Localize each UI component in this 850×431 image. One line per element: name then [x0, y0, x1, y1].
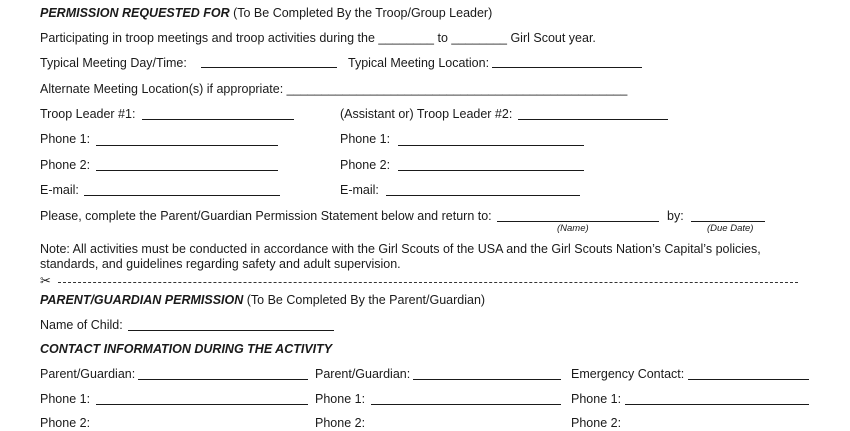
leader2-phone1-label: Phone 1:: [340, 132, 391, 146]
leader1-phone1-field[interactable]: [96, 145, 278, 146]
participating-text: Participating in troop meetings and troop activities during the ________ to ________ Girl Scout year.: [40, 31, 596, 45]
parent1-phone1-field[interactable]: [96, 404, 308, 405]
section-title-parent: [40, 293, 485, 308]
emergency-phone1-field[interactable]: [625, 404, 809, 405]
leader2-phone2-label: Phone 2:: [340, 158, 391, 172]
emergency-phone2-label: Phone 2:: [571, 416, 622, 430]
parent2-phone2-label: Phone 2:: [315, 416, 366, 430]
leader2-field[interactable]: [518, 119, 668, 120]
emergency-label: Emergency Contact:: [571, 367, 685, 381]
scissors-icon: ✂: [40, 273, 51, 288]
emergency-phone1-label: Phone 1:: [571, 392, 622, 406]
parent1-field[interactable]: [138, 379, 308, 380]
leader2-label: (Assistant or) Troop Leader #2:: [340, 107, 513, 121]
meeting-location-field[interactable]: [492, 67, 642, 68]
note-line-2: standards, and guidelines regarding safety and adult supervision.: [40, 257, 401, 271]
leader2-email-field[interactable]: [386, 195, 580, 196]
leader2-phone2-field[interactable]: [398, 170, 584, 171]
leader1-label: Troop Leader #1:: [40, 107, 136, 121]
child-name-field[interactable]: [128, 330, 334, 331]
section-title-bold: PERMISSION REQUESTED FOR: [40, 6, 230, 20]
leader1-email-label: E-mail:: [40, 183, 79, 197]
leader1-phone2-field[interactable]: [96, 170, 278, 171]
due-date-caption: (Due Date): [707, 223, 754, 234]
parent2-phone1-label: Phone 1:: [315, 392, 366, 406]
meeting-day-field[interactable]: [201, 67, 337, 68]
section-title-permission: [40, 6, 492, 21]
emergency-field[interactable]: [688, 379, 809, 380]
section2-title-rest: (To Be Completed By the Parent/Guardian): [246, 293, 486, 307]
name-caption: (Name): [557, 223, 589, 234]
meeting-day-label: Typical Meeting Day/Time:: [40, 56, 187, 70]
parent2-label: Parent/Guardian:: [315, 367, 411, 381]
return-name-field[interactable]: [497, 221, 659, 222]
parent1-label: Parent/Guardian:: [40, 367, 136, 381]
due-date-field[interactable]: [691, 221, 765, 222]
return-text: Please, complete the Parent/Guardian Permission Statement below and return to:: [40, 209, 492, 223]
cut-line: [58, 282, 798, 283]
leader1-phone1-label: Phone 1:: [40, 132, 91, 146]
alt-location-text: Alternate Meeting Location(s) if appropriate: _________________________________________________: [40, 82, 628, 96]
parent1-phone1-label: Phone 1:: [40, 392, 91, 406]
leader1-email-field[interactable]: [84, 195, 280, 196]
note-line-1: Note: All activities must be conducted in accordance with the Girl Scouts of the USA and the Girl Scouts Nation’s Capital’s policies,: [40, 242, 761, 256]
section-title-rest: (To Be Completed By the Troop/Group Leader): [233, 6, 493, 20]
parent2-field[interactable]: [413, 379, 561, 380]
parent2-phone1-field[interactable]: [371, 404, 561, 405]
leader1-field[interactable]: [142, 119, 294, 120]
by-label: by:: [667, 209, 684, 223]
leader2-email-label: E-mail:: [340, 183, 379, 197]
contact-title: CONTACT INFORMATION DURING THE ACTIVITY: [40, 342, 333, 356]
parent1-phone2-label: Phone 2:: [40, 416, 91, 430]
child-name-label: Name of Child:: [40, 318, 123, 332]
section2-title-bold: PARENT/GUARDIAN PERMISSION: [40, 293, 244, 307]
leader1-phone2-label: Phone 2:: [40, 158, 91, 172]
meeting-location-label: Typical Meeting Location:: [348, 56, 490, 70]
leader2-phone1-field[interactable]: [398, 145, 584, 146]
